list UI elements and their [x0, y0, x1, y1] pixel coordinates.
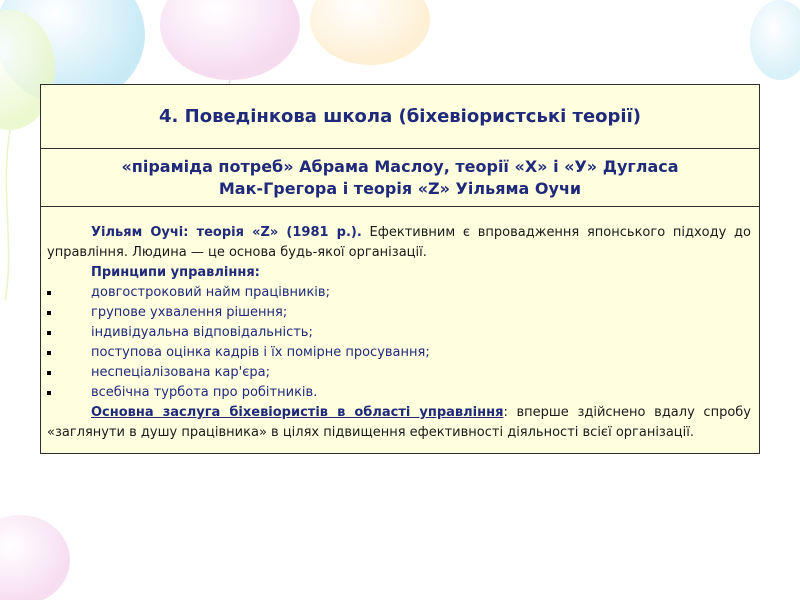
table-subtitle-row — [41, 149, 759, 207]
balloon-shape — [310, 0, 430, 65]
balloon-shape — [0, 515, 70, 600]
table-body-row — [41, 207, 759, 453]
table-title-row — [41, 85, 759, 149]
list-item: поступова оцінка кадрів і їх помірне просування; — [47, 343, 751, 363]
principles-heading: Принципи управління: — [91, 265, 260, 280]
list-item: індивідуальна відповідальність; — [47, 323, 751, 343]
balloon-shape — [750, 0, 800, 80]
paragraph-ouchi-text: Ефективним є впровадження японського підходу до управління. Людина — це основа будь-якої організації. — [47, 225, 751, 260]
list-item: неспеціалізована кар'єра; — [47, 363, 751, 383]
subtitle-line-1: «піраміда потреб» Абрама Маслоу, теорії «Х» і «У» Дугласа — [121, 156, 679, 176]
paragraph-merit — [47, 403, 751, 443]
paragraph-ouchi — [47, 223, 751, 263]
paragraph-merit-bold: Основна заслуга біхевіористів в області управління — [91, 405, 504, 420]
principles-list — [47, 283, 751, 403]
paragraph-merit-text: : вперше здійснено вдалу спробу «заглянути в душу працівника» в цілях підвищення ефективності діяльності всієї організації. — [47, 405, 751, 440]
table-title: 4. Поведінкова школа (біхевіористські теорії) — [159, 106, 641, 127]
subtitle-line-2: Мак-Грегора і теорія «Z» Уільяма Оучи — [218, 178, 582, 198]
list-item: довгостроковий найм працівників; — [47, 283, 751, 303]
table-subtitle — [121, 156, 678, 200]
paragraph-ouchi-bold: Уільям Оучі: теорія «Z» (1981 р.). — [91, 225, 362, 240]
list-item: групове ухвалення рішення; — [47, 303, 751, 323]
content-table — [40, 84, 760, 454]
balloon-shape — [160, 0, 300, 80]
list-item: всебічна турбота про робітників. — [47, 383, 751, 403]
balloon-string — [5, 130, 10, 300]
